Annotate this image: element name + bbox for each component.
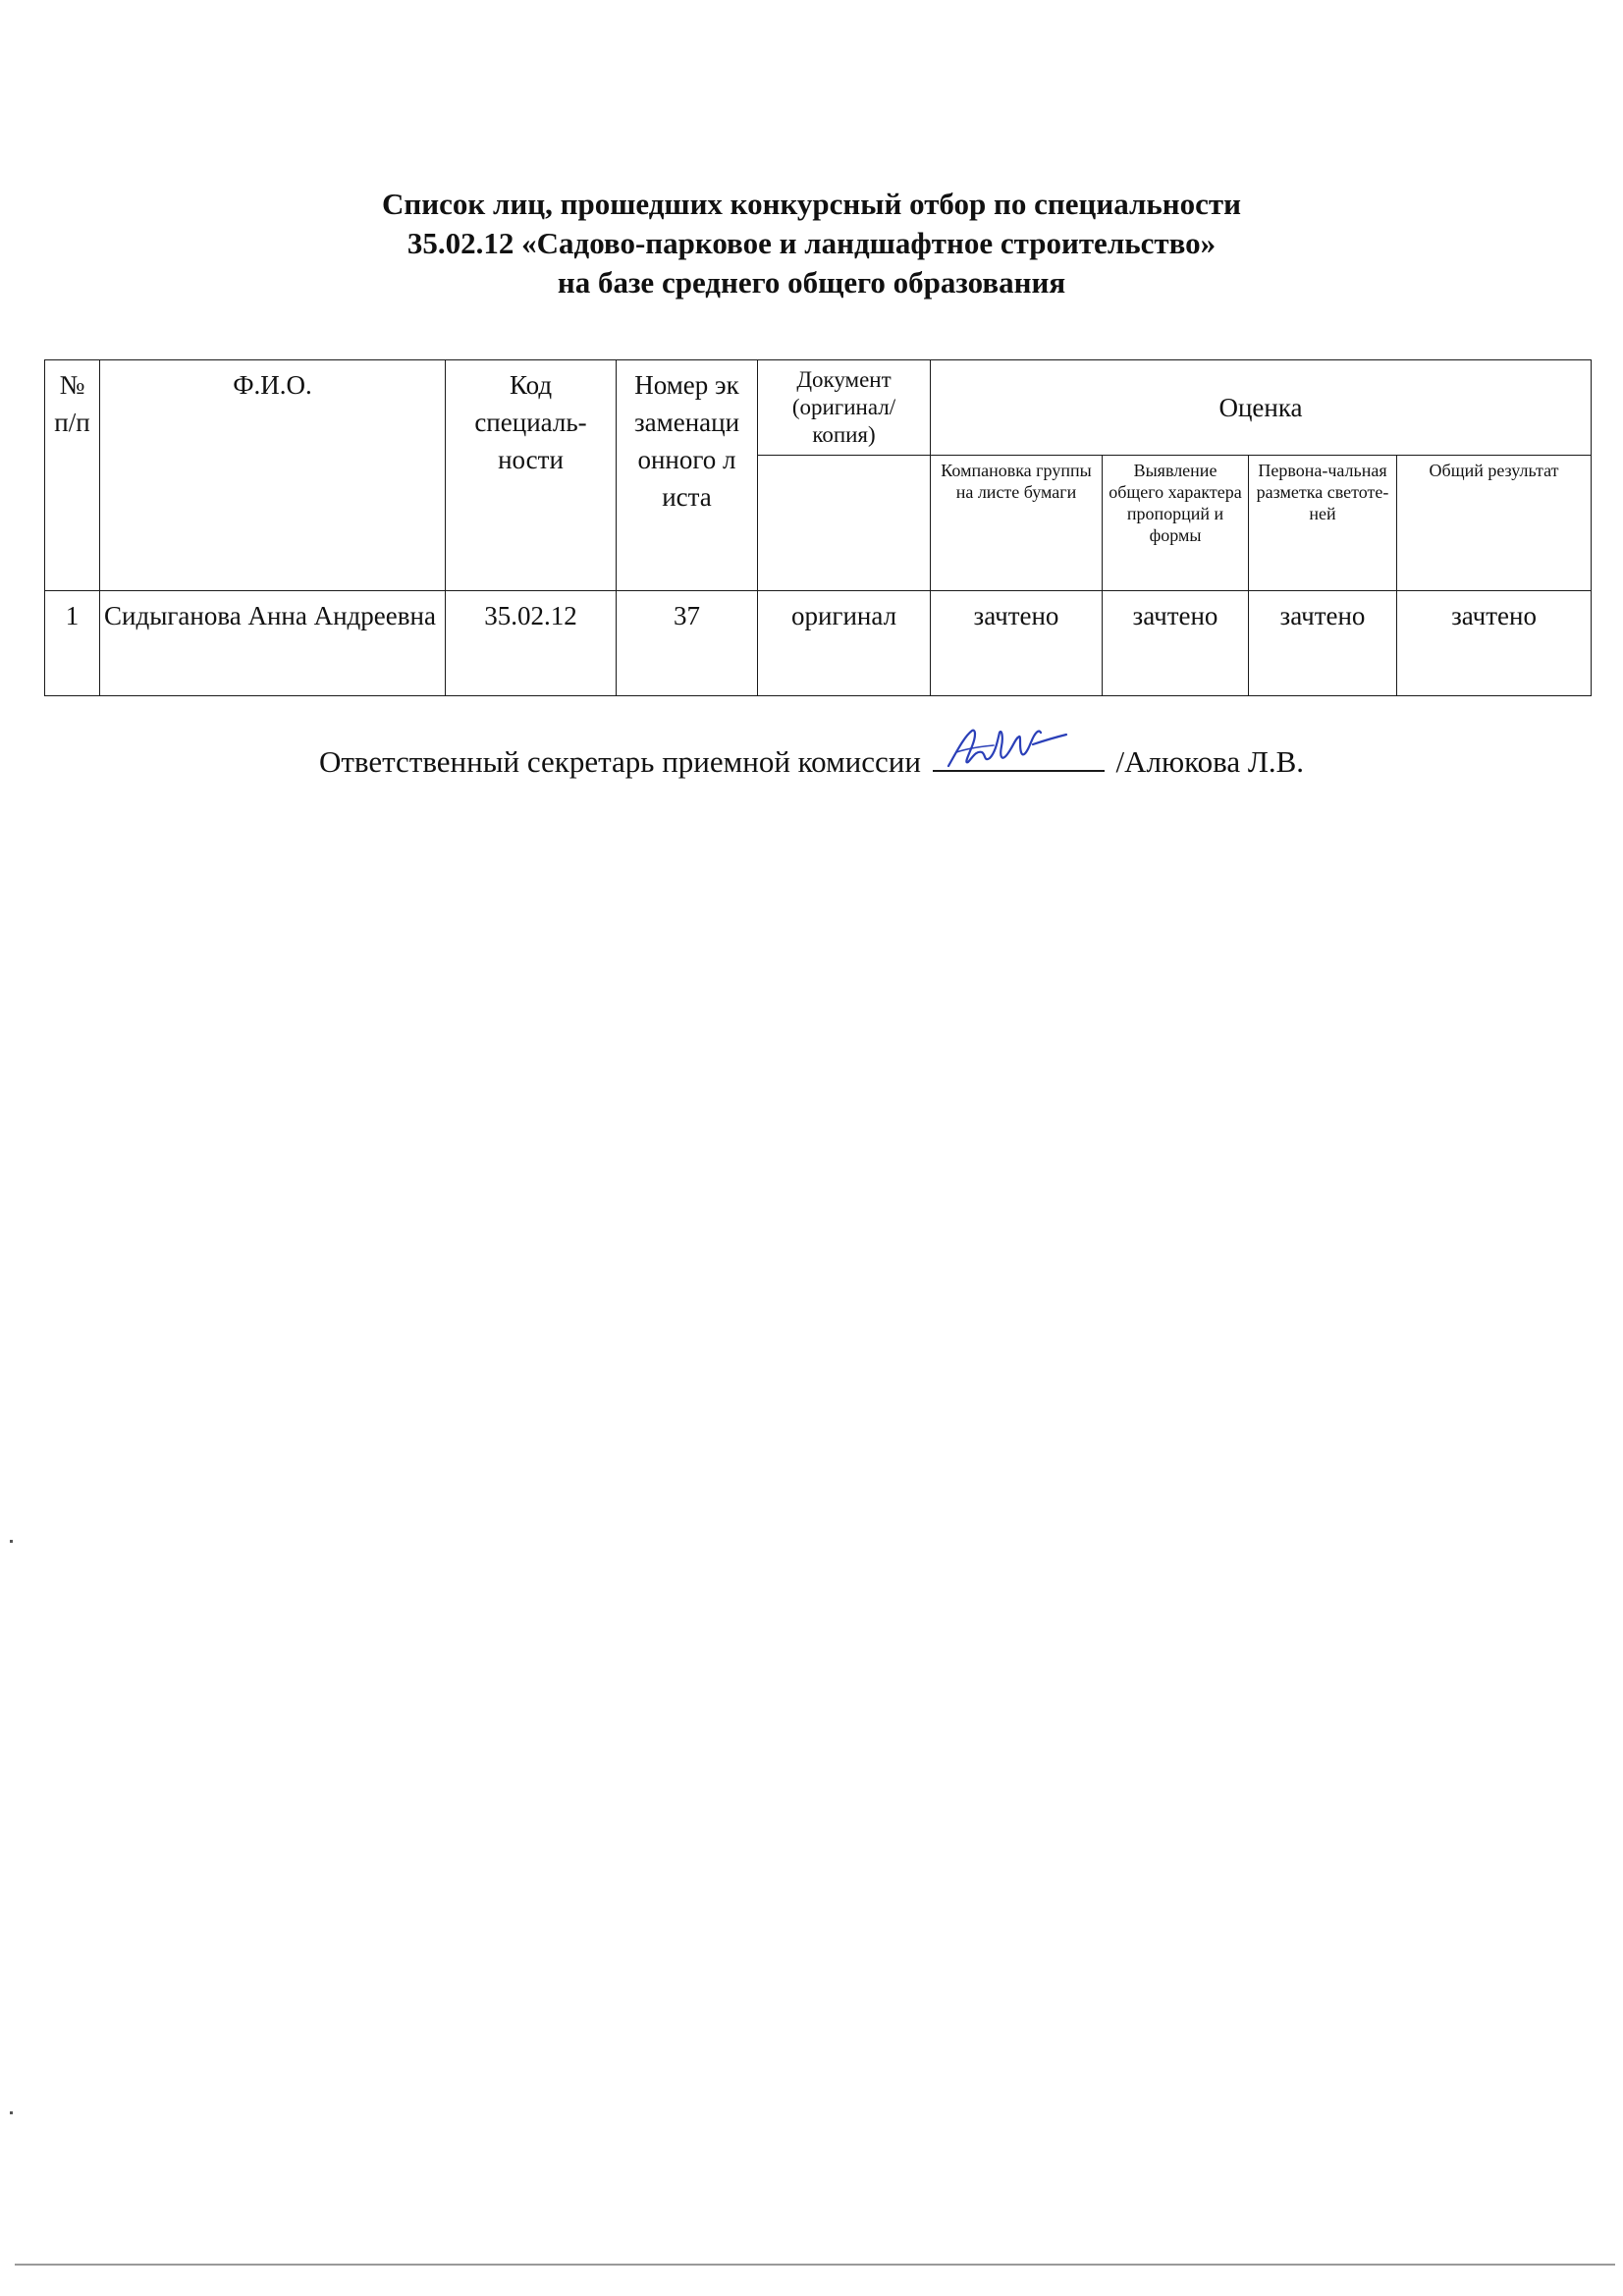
subheader-proportions: Выявление общего характера пропорций и формы (1103, 456, 1249, 591)
cell-document: оригинал (758, 591, 931, 696)
title-line-3: на базе среднего общего образования (557, 265, 1066, 300)
subheader-composition: Компановка группы на листе бумаги (931, 456, 1103, 591)
cell-score-total: зачтено (1397, 591, 1592, 696)
subheader-total: Общий результат (1397, 456, 1592, 591)
signature-label: Ответственный секретарь приемной комиссии (318, 744, 921, 779)
header-exam-number: Номер экзаменационного листа (617, 360, 758, 591)
cell-num: 1 (45, 591, 100, 696)
header-document: Документ (оригинал/ копия) (758, 360, 931, 456)
table-row (45, 591, 1592, 696)
scan-edge-line (15, 2264, 1615, 2266)
secretary-name: /Алюкова Л.В. (1115, 744, 1305, 779)
cell-score-shading: зачтено (1249, 591, 1397, 696)
header-num: № п/п (45, 360, 100, 591)
table-header-row (45, 360, 1592, 456)
title-line-1: Список лиц, прошедших конкурсный отбор по специальности (382, 187, 1241, 221)
signature-field (933, 737, 1105, 772)
results-table (44, 359, 1592, 696)
cell-exam-number: 37 (617, 591, 758, 696)
cell-code: 35.02.12 (446, 591, 617, 696)
title-line-2: 35.02.12 «Садово-парковое и ландшафтное строительство» (406, 226, 1217, 260)
scan-dot (10, 2111, 13, 2114)
scan-dot (10, 1540, 13, 1543)
cell-score-composition: зачтено (931, 591, 1103, 696)
cell-score-proportions: зачтено (1103, 591, 1249, 696)
cell-fio: Сидыганова Анна Андреевна (100, 591, 446, 696)
handwritten-signature-icon (943, 723, 1070, 778)
header-score: Оценка (931, 360, 1592, 456)
header-document-empty (758, 456, 931, 591)
header-code: Код специаль-ности (446, 360, 617, 591)
page-title (0, 185, 1623, 302)
header-fio: Ф.И.О. (100, 360, 446, 591)
signature-line (0, 737, 1623, 782)
subheader-shading: Первона-чальная разметка светоте-ней (1249, 456, 1397, 591)
